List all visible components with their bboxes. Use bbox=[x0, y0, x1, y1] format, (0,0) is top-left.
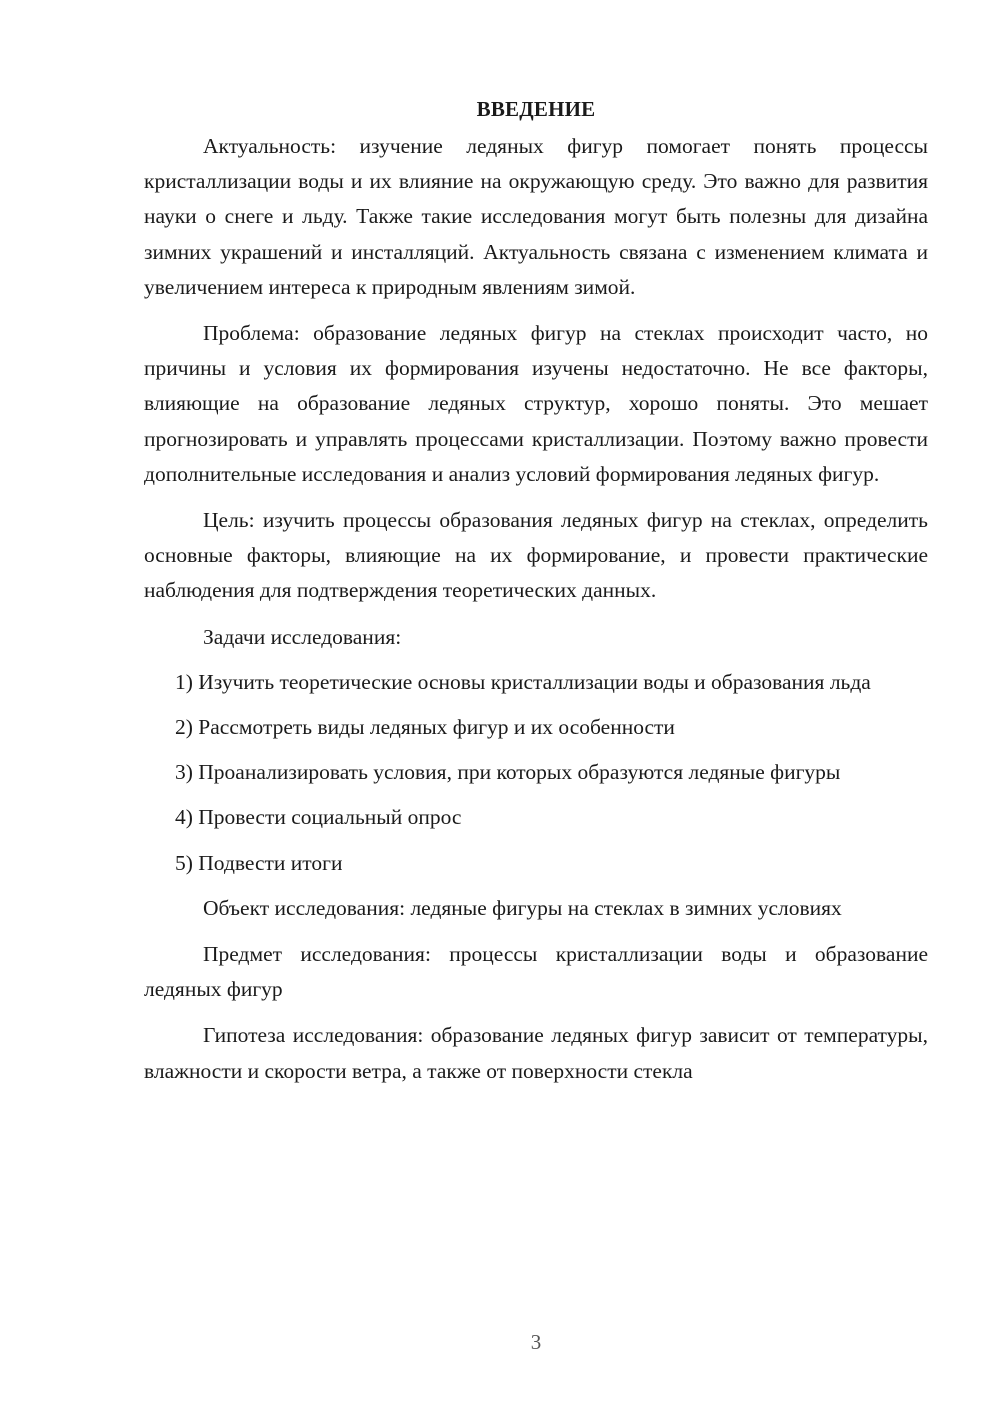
tasks-heading: Задачи исследования: bbox=[203, 624, 402, 649]
paragraph-hypothesis: Гипотеза исследования: образование ледяных фигур зависит от температуры, влажности и скорости ветра, а также от поверхности стекла bbox=[144, 1023, 928, 1083]
paragraph-subject: Предмет исследования: процессы кристаллизации воды и образование ледяных фигур bbox=[144, 942, 928, 1002]
task-list bbox=[144, 665, 928, 881]
list-item: 2) Рассмотреть виды ледяных фигур и их особенности bbox=[175, 715, 675, 740]
paragraph-goal: Цель: изучить процессы образования ледяных фигур на стеклах, определить основные факторы, влияющие на их формирование, и провести практические наблюдения для подтверждения теоретических данных. bbox=[144, 508, 928, 603]
list-item: 4) Провести социальный опрос bbox=[175, 805, 462, 830]
paragraph-relevance: Актуальность: изучение ледяных фигур помогает понять процессы кристаллизации воды и их влияние на окружающую среду. Это важно для развития науки о снеге и льду. Также такие исследования могут быть полезны для дизайна зимних украшений и инсталляций. Актуальность связана с изменением климата и увеличением интереса к природным явлениям зимой. bbox=[144, 134, 928, 299]
page-number: 3 bbox=[530, 1330, 542, 1354]
paragraph-problem: Проблема: образование ледяных фигур на стеклах происходит часто, но причины и условия их формирования изучены недостаточно. Не все факторы, влияющие на образование ледяных структур, хорошо поняты. Это мешает прогнозировать и управлять процессами кристаллизации. Поэтому важно провести дополнительные исследования и анализ условий формирования ледяных фигур. bbox=[144, 321, 928, 486]
document-page bbox=[144, 92, 928, 1100]
list-item: 1) Изучить теоретические основы кристаллизации воды и образования льда bbox=[175, 669, 871, 694]
list-item: 5) Подвести итоги bbox=[175, 850, 343, 875]
section-title: ВВЕДЕНИЕ bbox=[476, 97, 596, 121]
paragraph-object: Объект исследования: ледяные фигуры на стеклах в зимних условиях bbox=[203, 895, 842, 920]
list-item: 3) Проанализировать условия, при которых образуются ледяные фигуры bbox=[175, 760, 841, 785]
